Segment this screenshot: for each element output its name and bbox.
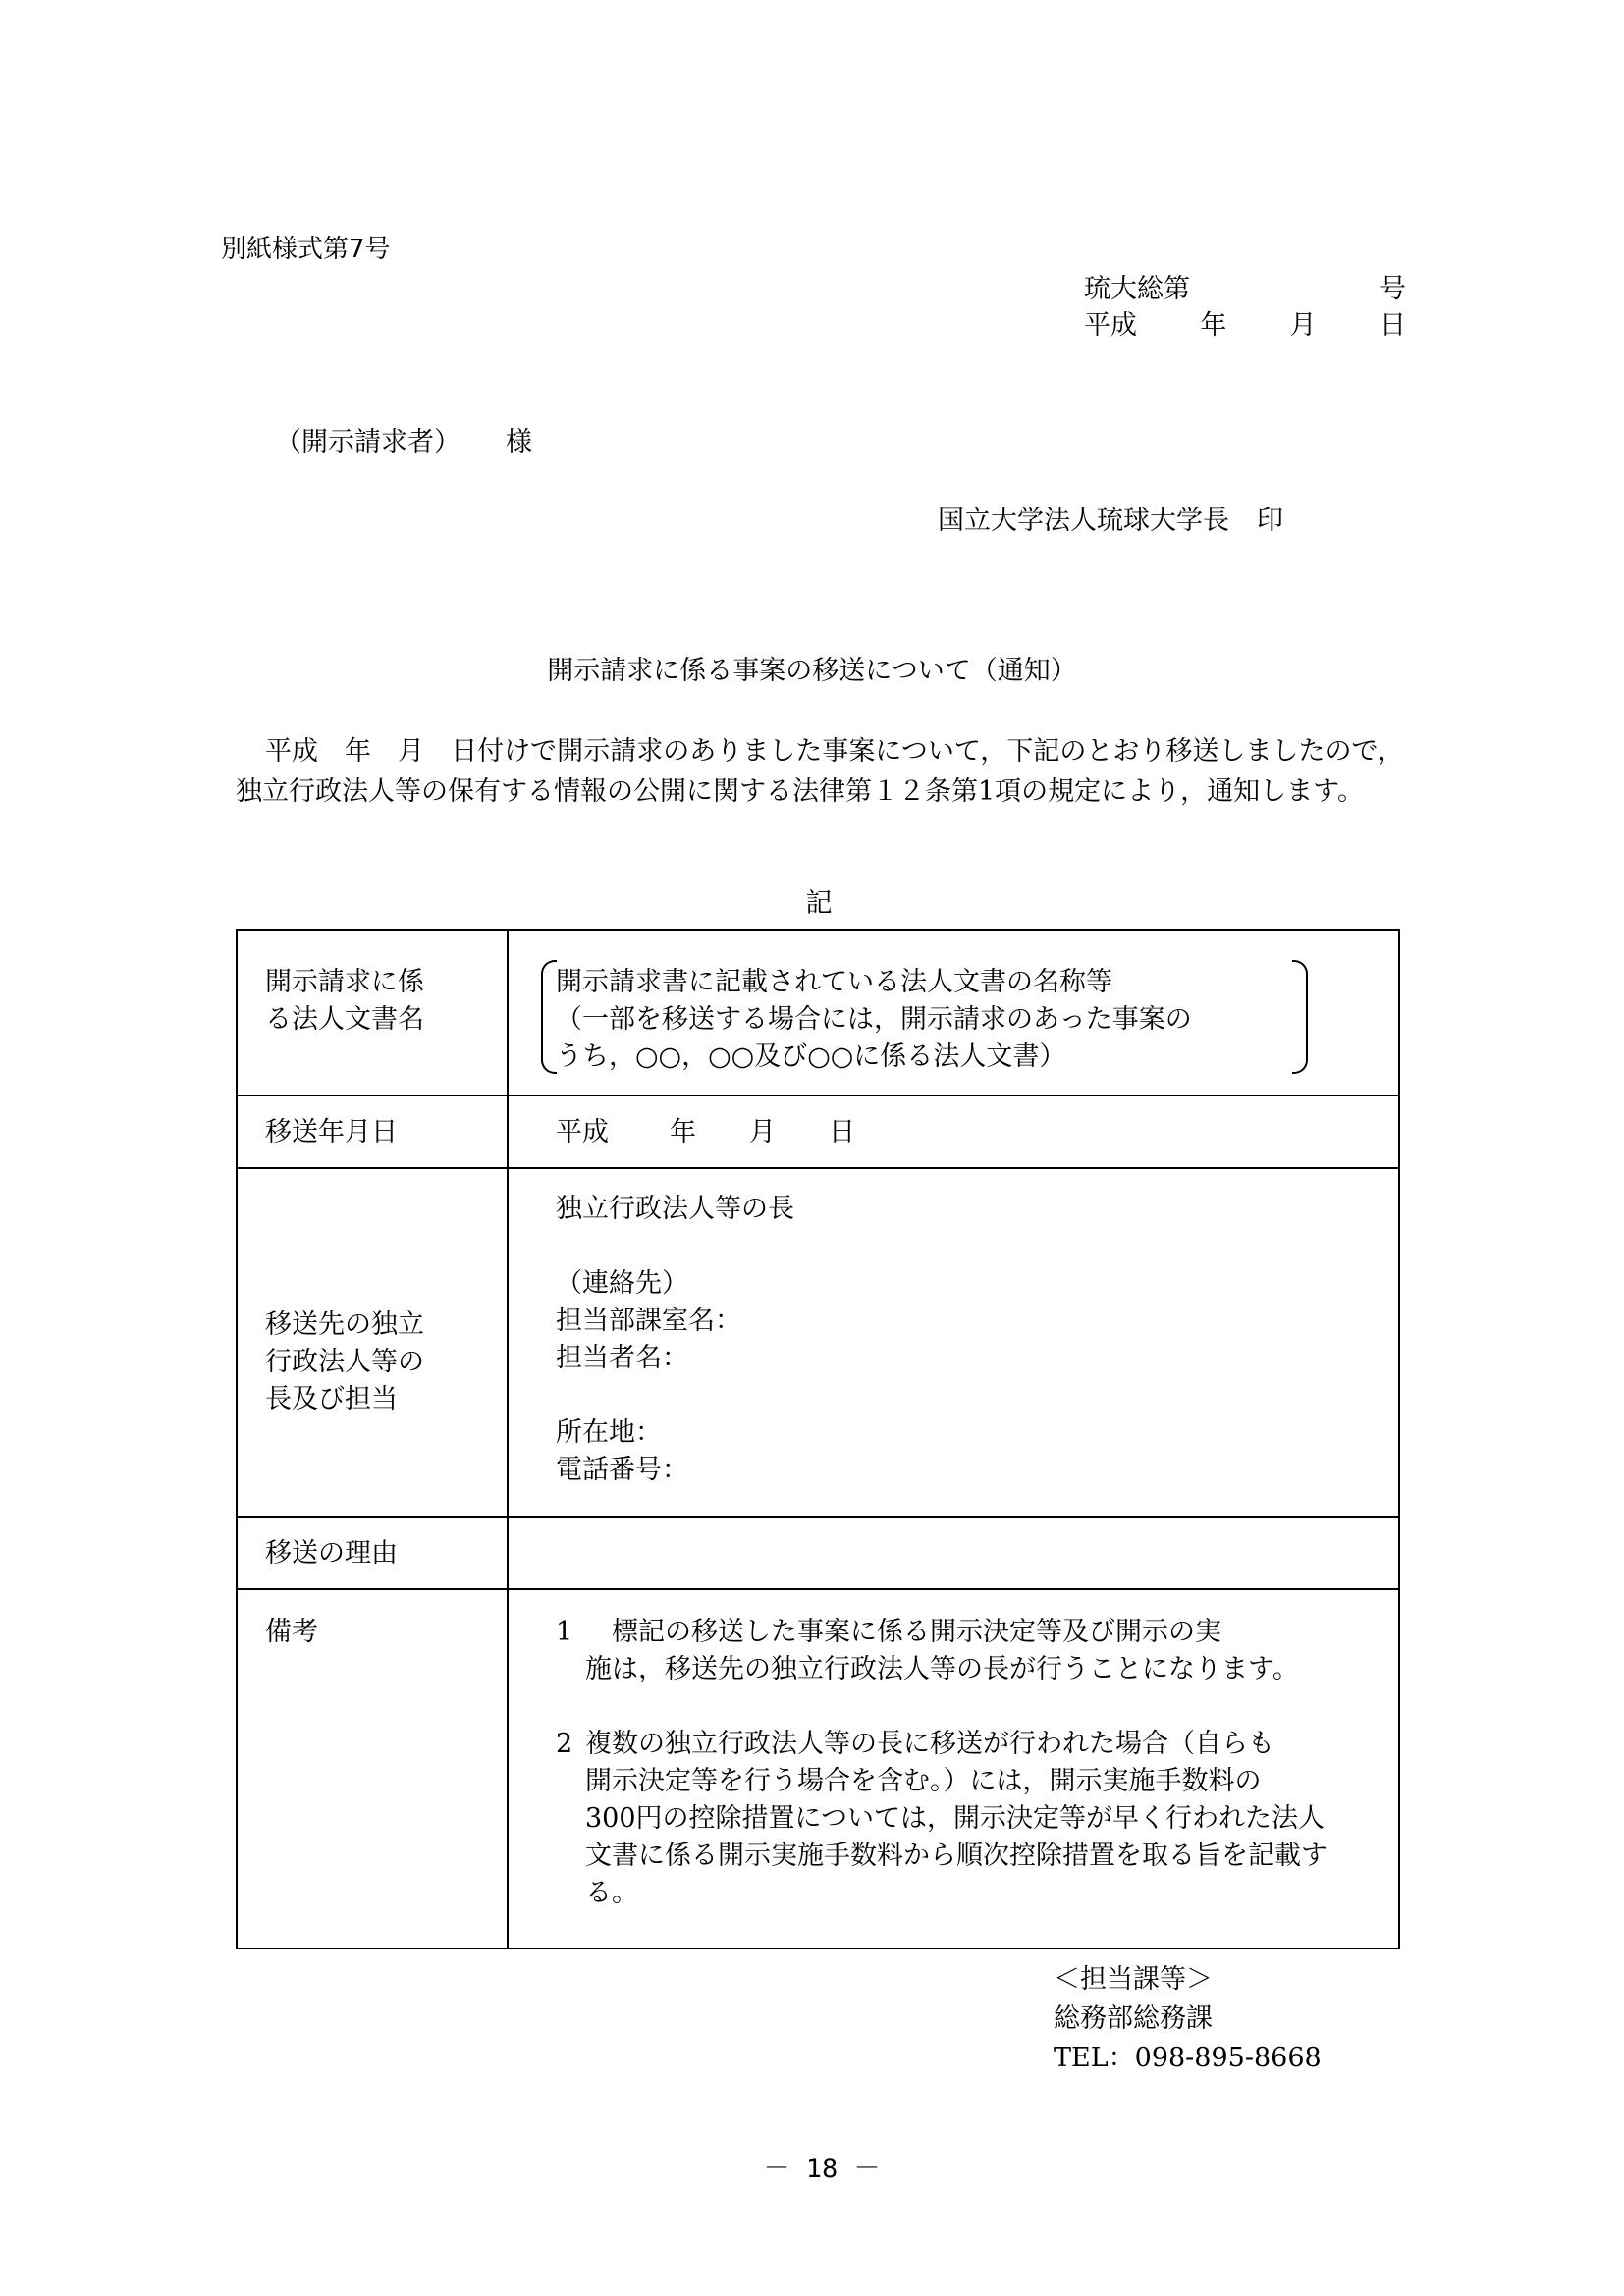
transfer-date xyxy=(556,1096,1398,1151)
issue-date-era: 平成 xyxy=(1084,310,1137,341)
label-destination-line3: 長及び担当 xyxy=(265,1384,398,1415)
issue-date-month: 月 xyxy=(1289,310,1317,341)
destination-address: 所在地： xyxy=(556,1417,662,1448)
note-2-line4: 文書に係る開示実施手数料から順次控除措置を取る旨を記載す xyxy=(585,1841,1327,1871)
recipient-name: （開示請求者） xyxy=(275,427,460,457)
label-document-name-line2: る法人文書名 xyxy=(265,1004,424,1035)
note-2-line3: 300円の控除措置については，開示決定等が早く行われた法人 xyxy=(585,1803,1325,1834)
label-reason-text: 移送の理由 xyxy=(265,1538,398,1569)
table-row-remarks xyxy=(237,1589,1399,1949)
contact-dept: 総務部総務課 xyxy=(1054,2003,1213,2034)
destination-person: 担当者名： xyxy=(556,1343,688,1373)
sender-seal: 印 xyxy=(1257,506,1283,536)
recipient xyxy=(275,429,532,455)
label-destination-line2: 行政法人等の xyxy=(265,1347,424,1377)
note-1-number: 1 xyxy=(556,1617,573,1647)
reference-number xyxy=(1084,276,1406,302)
label-transfer-date xyxy=(237,1095,508,1168)
label-document-name xyxy=(237,930,508,1095)
label-reason xyxy=(237,1517,508,1589)
note-2-number: 2 xyxy=(556,1729,573,1759)
issue-date-year: 年 xyxy=(1200,310,1227,341)
transfer-date-era: 平成 xyxy=(556,1117,609,1148)
label-remarks-text: 備考 xyxy=(265,1617,318,1647)
content-reason xyxy=(508,1517,1399,1589)
document-name-line2: （一部を移送する場合には，開示請求のあった事案の xyxy=(556,1004,1192,1035)
destination-phone: 電話番号： xyxy=(556,1455,688,1485)
document-name-line3: うち，○○，○○及び○○に係る法人文書） xyxy=(556,1041,1066,1072)
label-transfer-date-text: 移送年月日 xyxy=(265,1117,398,1148)
content-destination xyxy=(508,1168,1399,1517)
content-transfer-date xyxy=(508,1095,1399,1168)
transfer-date-day: 日 xyxy=(829,1117,855,1148)
note-1-line1 xyxy=(556,1614,1398,1651)
transfer-date-month: 月 xyxy=(749,1117,776,1148)
label-destination-line1: 移送先の独立 xyxy=(265,1309,424,1340)
label-destination xyxy=(237,1168,508,1517)
note-2-line5: る。 xyxy=(585,1878,638,1908)
transfer-details-table xyxy=(236,929,1400,1949)
body-text: 平成 年 月 日付けで開示請求のありました事案について，下記のとおり移送しましたので，独立行政法人等の保有する情報の公開に関する法律第１２条第1項の規定により，通知します。 xyxy=(236,736,1404,807)
contact-tel: TEL：098-895-8668 xyxy=(1054,2043,1322,2073)
note-1-text-line1: 標記の移送した事案に係る開示決定等及び開示の実 xyxy=(585,1617,1221,1647)
reference-number-suffix: 号 xyxy=(1380,274,1406,304)
destination-head: 独立行政法人等の長 xyxy=(556,1194,794,1224)
recipient-honorific: 様 xyxy=(506,427,532,457)
label-remarks xyxy=(237,1589,508,1949)
table-row-transfer-date xyxy=(237,1095,1399,1168)
transfer-date-year: 年 xyxy=(670,1117,696,1148)
ki-heading: 記 xyxy=(805,888,833,919)
note-2-text-line1: 複数の独立行政法人等の長に移送が行われた場合（自らも xyxy=(585,1729,1274,1759)
table-row-destination xyxy=(237,1168,1399,1517)
issue-date xyxy=(1084,312,1406,339)
note-1-line2: 施は，移送先の独立行政法人等の長が行うことになります。 xyxy=(585,1654,1299,1684)
destination-contact-heading: （連絡先） xyxy=(556,1268,688,1299)
issue-date-day: 日 xyxy=(1379,310,1406,341)
document-title: 開示請求に係る事案の移送について（通知） xyxy=(547,656,1077,686)
page-number: － 18 － xyxy=(763,2154,881,2184)
content-document-name xyxy=(508,930,1399,1095)
left-brace-icon xyxy=(541,960,557,1074)
note-2-line1 xyxy=(556,1726,1398,1763)
destination-dept: 担当部課室名： xyxy=(556,1306,741,1336)
document-name-line1: 開示請求書に記載されている法人文書の名称等 xyxy=(556,967,1112,997)
form-number: 別紙様式第7号 xyxy=(221,235,391,264)
note-2-line2: 開示決定等を行う場合を含む。）には，開示実施手数料の xyxy=(585,1766,1262,1796)
table-row-reason xyxy=(237,1517,1399,1589)
table-row-document-name xyxy=(237,930,1399,1095)
right-brace-icon xyxy=(1292,960,1308,1074)
sender-name: 国立大学法人琉球大学長 xyxy=(938,506,1229,536)
label-document-name-line1: 開示請求に係 xyxy=(265,967,424,997)
reference-number-prefix: 琉大総第 xyxy=(1084,274,1190,304)
sender xyxy=(938,507,1283,534)
contact-heading: ＜担当課等＞ xyxy=(1054,1964,1213,1995)
content-remarks xyxy=(508,1589,1399,1949)
